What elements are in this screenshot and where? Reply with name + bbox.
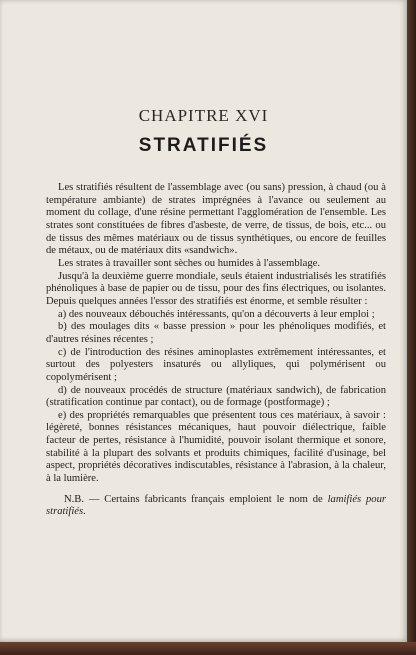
note-italic: lamifiés pour stratifiés [46,493,386,518]
note-prefix: N.B. — Certains fabricants français emploient le nom de [64,493,328,505]
list-item-a: a) des nouveaux débouchés intéressants, qu'on a découverts à leur emploi ; [58,308,375,320]
note-suffix: . [83,506,86,518]
paragraph-history: Jusqu'à la deuxième guerre mondiale, seuls étaient industrialisés les stratifiés phénoliques à base de papier ou de tissu, pour des fins électriques, ou isolantes. Depuis quelques années l'essor des stratifiés est énorme, et semble résulter : [46,270,386,307]
paragraph-intro: Les stratifiés résultent de l'assemblage avec (ou sans) pression, à chaud (ou à température ambiante) de strates imprégnées à l'avance ou seulement au moment du collage, d'une résine permettant l'agglomération de l'ensemble. Les strates sont constituées de fibres d'asbeste, de verre, de tissus, de bois, etc... ou de tissus des mêmes matériaux ou de tissus synthétiques, ou encore de feuilles de métaux, ou de matériaux dits «sandwich». [46,182,386,257]
paragraph-strates: Les strates à travailler sont sèches ou humides à l'assemblage. [58,257,320,269]
chapter-body [46,182,386,519]
chapter-heading: CHAPITRE XVI [138,106,269,125]
footnote-nb [46,494,386,519]
list-item-c: c) de l'introduction des résines aminoplastes extrêmement intéressantes, et surtout des polyesters insaturés ou allyliques, qui polymérisent ou copolymérisent ; [46,346,386,383]
book-bottom-edge [0,642,416,655]
chapter-title: STRATIFIÉS [138,135,269,156]
book-spine-edge [407,0,416,655]
list-item-d: d) de nouveaux procédés de structure (matériaux sandwich), de fabrication (stratification continue par contact), ou de formage (postformage) ; [46,384,386,409]
list-item-b: b) des moulages dits « basse pression » pour les phénoliques modifiés, et d'autres résines récentes ; [46,321,386,345]
list-item-e: e) des propriétés remarquables que présentent tous ces matériaux, à savoir : légèreté, bonnes résistances mécaniques, haut pouvoir diélectrique, faible facteur de pertes, résistance à l'humidité, pouvoir isolant thermique et sonore, stabilité à la plupart des solvants et produits chimiques, facilité d'usinage, bel aspect, propriétés décoratives indiscutables, résistance à l'abrasion, à la chaleur, à la lumière. [46,409,386,485]
